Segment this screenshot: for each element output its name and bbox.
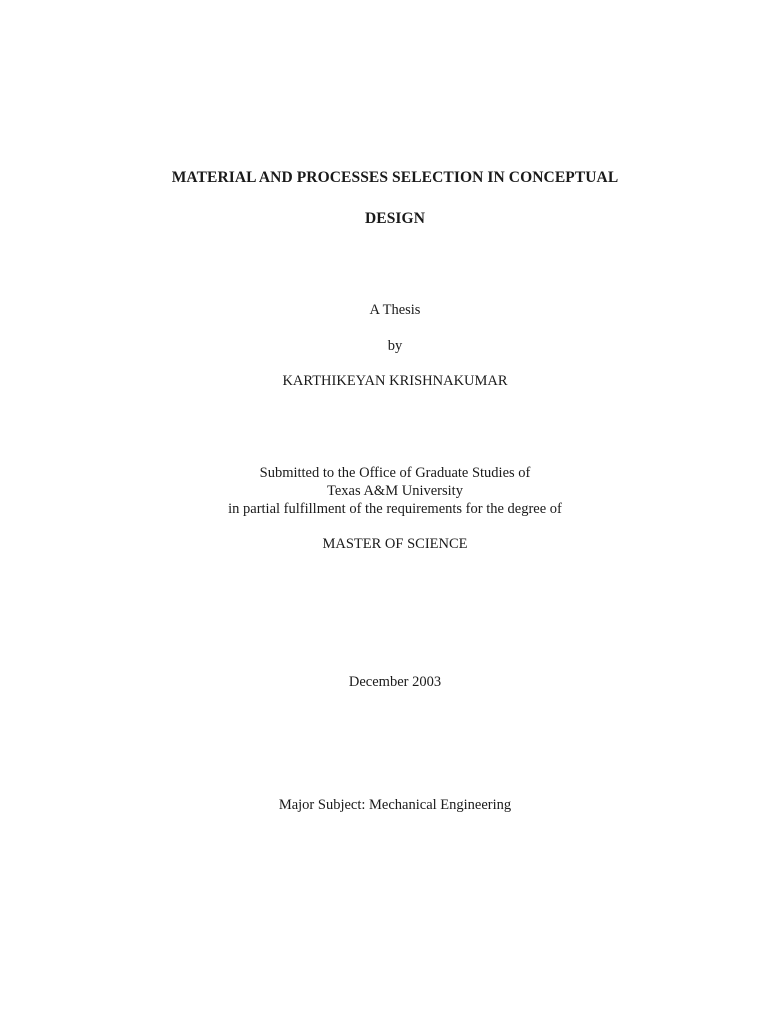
major-subject: Major Subject: Mechanical Engineering: [278, 797, 512, 813]
submission-line-2: Texas A&M University: [327, 483, 463, 499]
thesis-title-line-2: DESIGN: [364, 210, 426, 227]
by-label: by: [387, 338, 403, 354]
submission-line-1: Submitted to the Office of Graduate Studies of: [259, 465, 531, 481]
submission-date: December 2003: [348, 674, 442, 690]
author-name: KARTHIKEYAN KRISHNAKUMAR: [282, 373, 508, 389]
submission-line-3: in partial fulfillment of the requirements for the degree of: [228, 501, 562, 517]
document-type: A Thesis: [369, 302, 421, 318]
thesis-title-line-1: MATERIAL AND PROCESSES SELECTION IN CONCEPTUAL: [171, 169, 619, 186]
degree-name: MASTER OF SCIENCE: [322, 536, 468, 552]
